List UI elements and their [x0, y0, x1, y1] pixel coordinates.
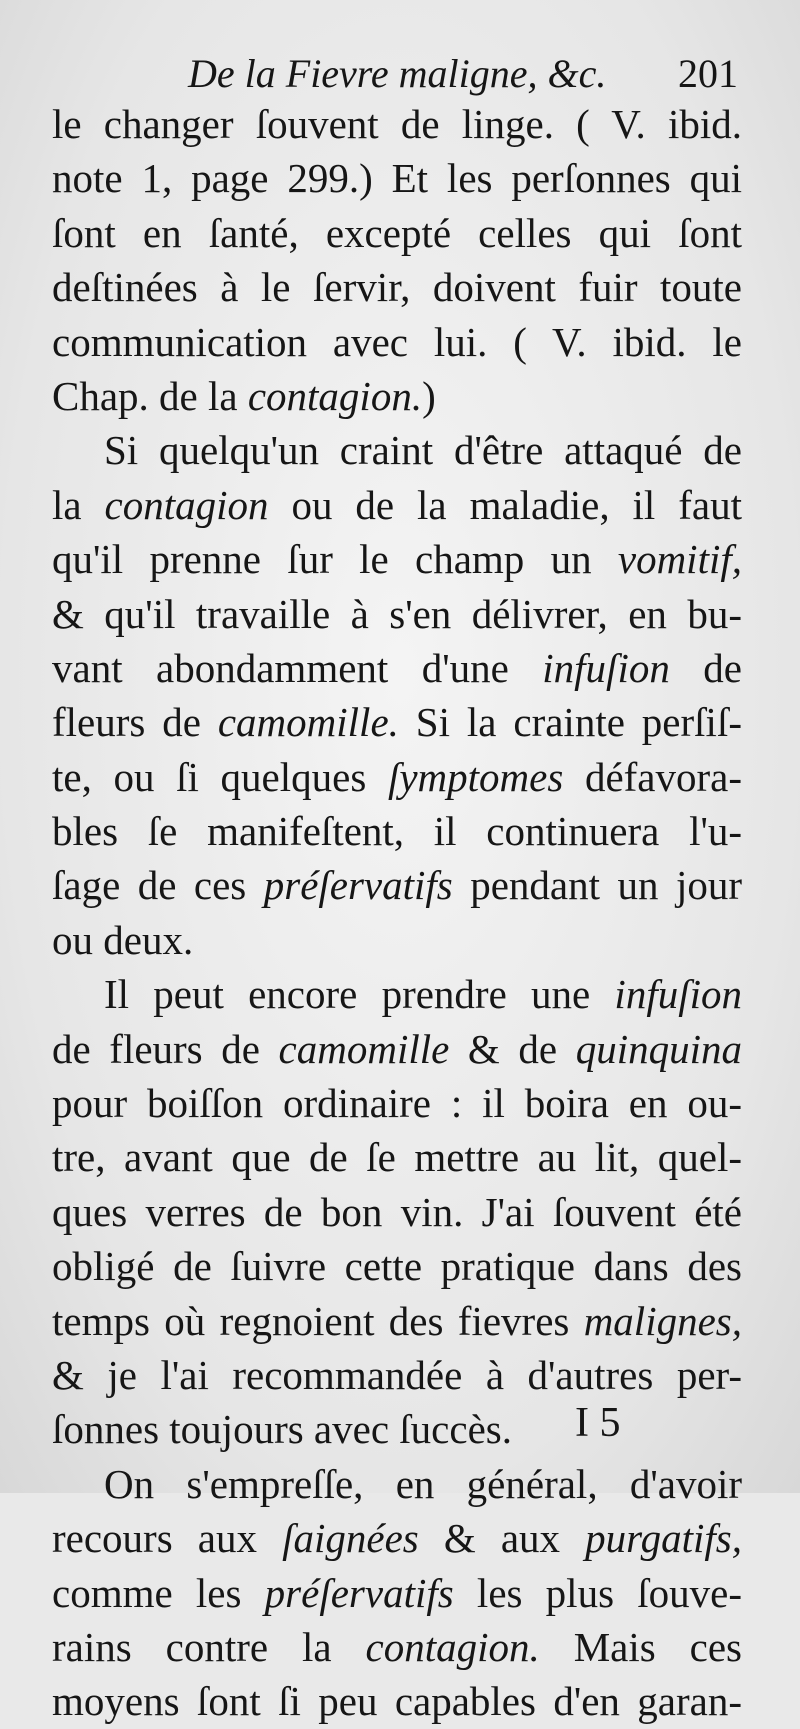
italic-term: infuſion: [614, 971, 742, 1018]
italic-term: contagion.: [247, 372, 423, 419]
text-line: [52, 423, 742, 477]
text-segment: tre, avant que de ſe mettre au lit, quel-: [52, 1134, 742, 1181]
text-line: [52, 750, 742, 804]
text-line: [52, 1130, 742, 1184]
running-title: De la Fievre maligne, &c.: [188, 51, 607, 96]
page-header: [180, 44, 740, 104]
text-segment: & aux: [418, 1515, 586, 1562]
text-line: [52, 1511, 742, 1565]
text-line: [52, 967, 742, 1021]
italic-term: vomitif,: [617, 536, 742, 583]
text-line: [52, 151, 742, 205]
text-segment: recours aux: [52, 1515, 283, 1562]
text-segment: le changer ſouvent de linge. ( V. ibid.: [52, 101, 742, 147]
text-segment: Si quelqu'un craint d'être attaqué de: [104, 427, 742, 474]
text-line: [52, 260, 742, 314]
italic-term: ſaignées: [282, 1515, 419, 1562]
text-line: [52, 858, 742, 912]
text-segment: ſage de ces: [52, 862, 264, 909]
text-line: [52, 1348, 742, 1402]
italic-term: infuſion: [542, 644, 670, 691]
text-line: [52, 369, 742, 423]
text-line: [52, 1457, 742, 1511]
text-line: [52, 478, 742, 532]
text-segment: fleurs de: [52, 699, 218, 746]
italic-term: ſymptomes: [387, 753, 564, 800]
italic-term: contagion.: [365, 1623, 540, 1670]
text-segment: ſonnes toujours avec ſuccès.: [52, 1406, 512, 1453]
italic-term: préſervatifs: [264, 1569, 454, 1616]
text-line: [52, 695, 742, 749]
text-segment: Mais ces: [539, 1623, 742, 1670]
text-segment: moyens ſont ſi peu capables d'en garan-: [52, 1678, 742, 1725]
text-segment: temps où regnoient des fievres: [52, 1297, 584, 1344]
text-line: [52, 315, 742, 369]
text-line: [52, 913, 742, 967]
text-line: [52, 641, 742, 695]
italic-term: malignes,: [583, 1297, 742, 1344]
page-number: 201: [678, 51, 738, 96]
text-segment: deſtinées à le ſervir, doivent fuir toute: [52, 264, 742, 311]
text-segment: On s'empreſſe, en général, d'avoir: [104, 1460, 742, 1507]
text-segment: ques verres de bon vin. J'ai ſouvent été: [52, 1188, 742, 1235]
text-segment: les plus ſouve-: [453, 1569, 742, 1616]
text-segment: ou deux.: [52, 916, 194, 963]
text-line: [52, 532, 742, 586]
italic-term: contagion: [104, 481, 269, 528]
text-segment: comme les: [52, 1569, 265, 1616]
text-segment: & de: [449, 1025, 576, 1072]
text-segment: note 1, page 299.) Et les perſonnes qui: [52, 155, 742, 202]
body-text: [52, 97, 742, 1729]
text-segment: pendant un jour: [452, 862, 742, 909]
text-line: [52, 1674, 742, 1728]
text-line: [52, 1566, 742, 1620]
text-segment: communication avec lui. ( V. ibid. le: [52, 318, 742, 365]
text-line: [52, 97, 742, 151]
text-segment: bles ſe manifeſtent, il continuera l'u-: [52, 808, 742, 855]
text-segment: de: [669, 644, 742, 691]
text-segment: la: [52, 481, 105, 528]
text-segment: défavora-: [563, 753, 742, 800]
text-line: [52, 1022, 742, 1076]
text-segment: & je l'ai recommandée à d'autres per-: [52, 1351, 742, 1398]
italic-term: quinquina: [575, 1025, 742, 1072]
text-line: [52, 1239, 742, 1293]
text-segment: obligé de ſuivre cette pratique dans des: [52, 1243, 742, 1290]
text-line: [52, 1402, 742, 1456]
italic-term: camomille.: [217, 699, 399, 746]
italic-term: camomille: [278, 1025, 450, 1072]
text-line: [52, 1076, 742, 1130]
text-segment: Si la crainte perſiſ-: [398, 699, 742, 746]
text-line: [52, 1620, 742, 1674]
text-segment: ): [422, 372, 436, 419]
text-line: [52, 1185, 742, 1239]
text-line: [52, 804, 742, 858]
text-segment: qu'il prenne ſur le champ un: [52, 536, 618, 583]
text-line: [52, 206, 742, 260]
text-line: [52, 1294, 742, 1348]
text-segment: rains contre la: [52, 1623, 366, 1670]
text-line: [52, 587, 742, 641]
text-segment: Il peut encore prendre une: [104, 971, 615, 1018]
italic-term: purgatifs,: [585, 1515, 742, 1562]
text-segment: ou de la maladie, il faut: [268, 481, 742, 528]
text-segment: & qu'il travaille à s'en délivrer, en bu-: [52, 590, 742, 637]
signature-mark: I 5: [575, 1400, 621, 1446]
italic-term: préſervatifs: [263, 862, 453, 909]
text-segment: Chap. de la: [52, 372, 248, 419]
text-segment: ſont en ſanté, excepté celles qui ſont: [52, 209, 742, 256]
text-segment: te, ou ſi quelques: [52, 753, 388, 800]
text-segment: vant abondamment d'une: [52, 644, 543, 691]
text-segment: pour boiſſon ordinaire : il boira en ou-: [52, 1080, 742, 1127]
text-segment: de fleurs de: [52, 1025, 279, 1072]
